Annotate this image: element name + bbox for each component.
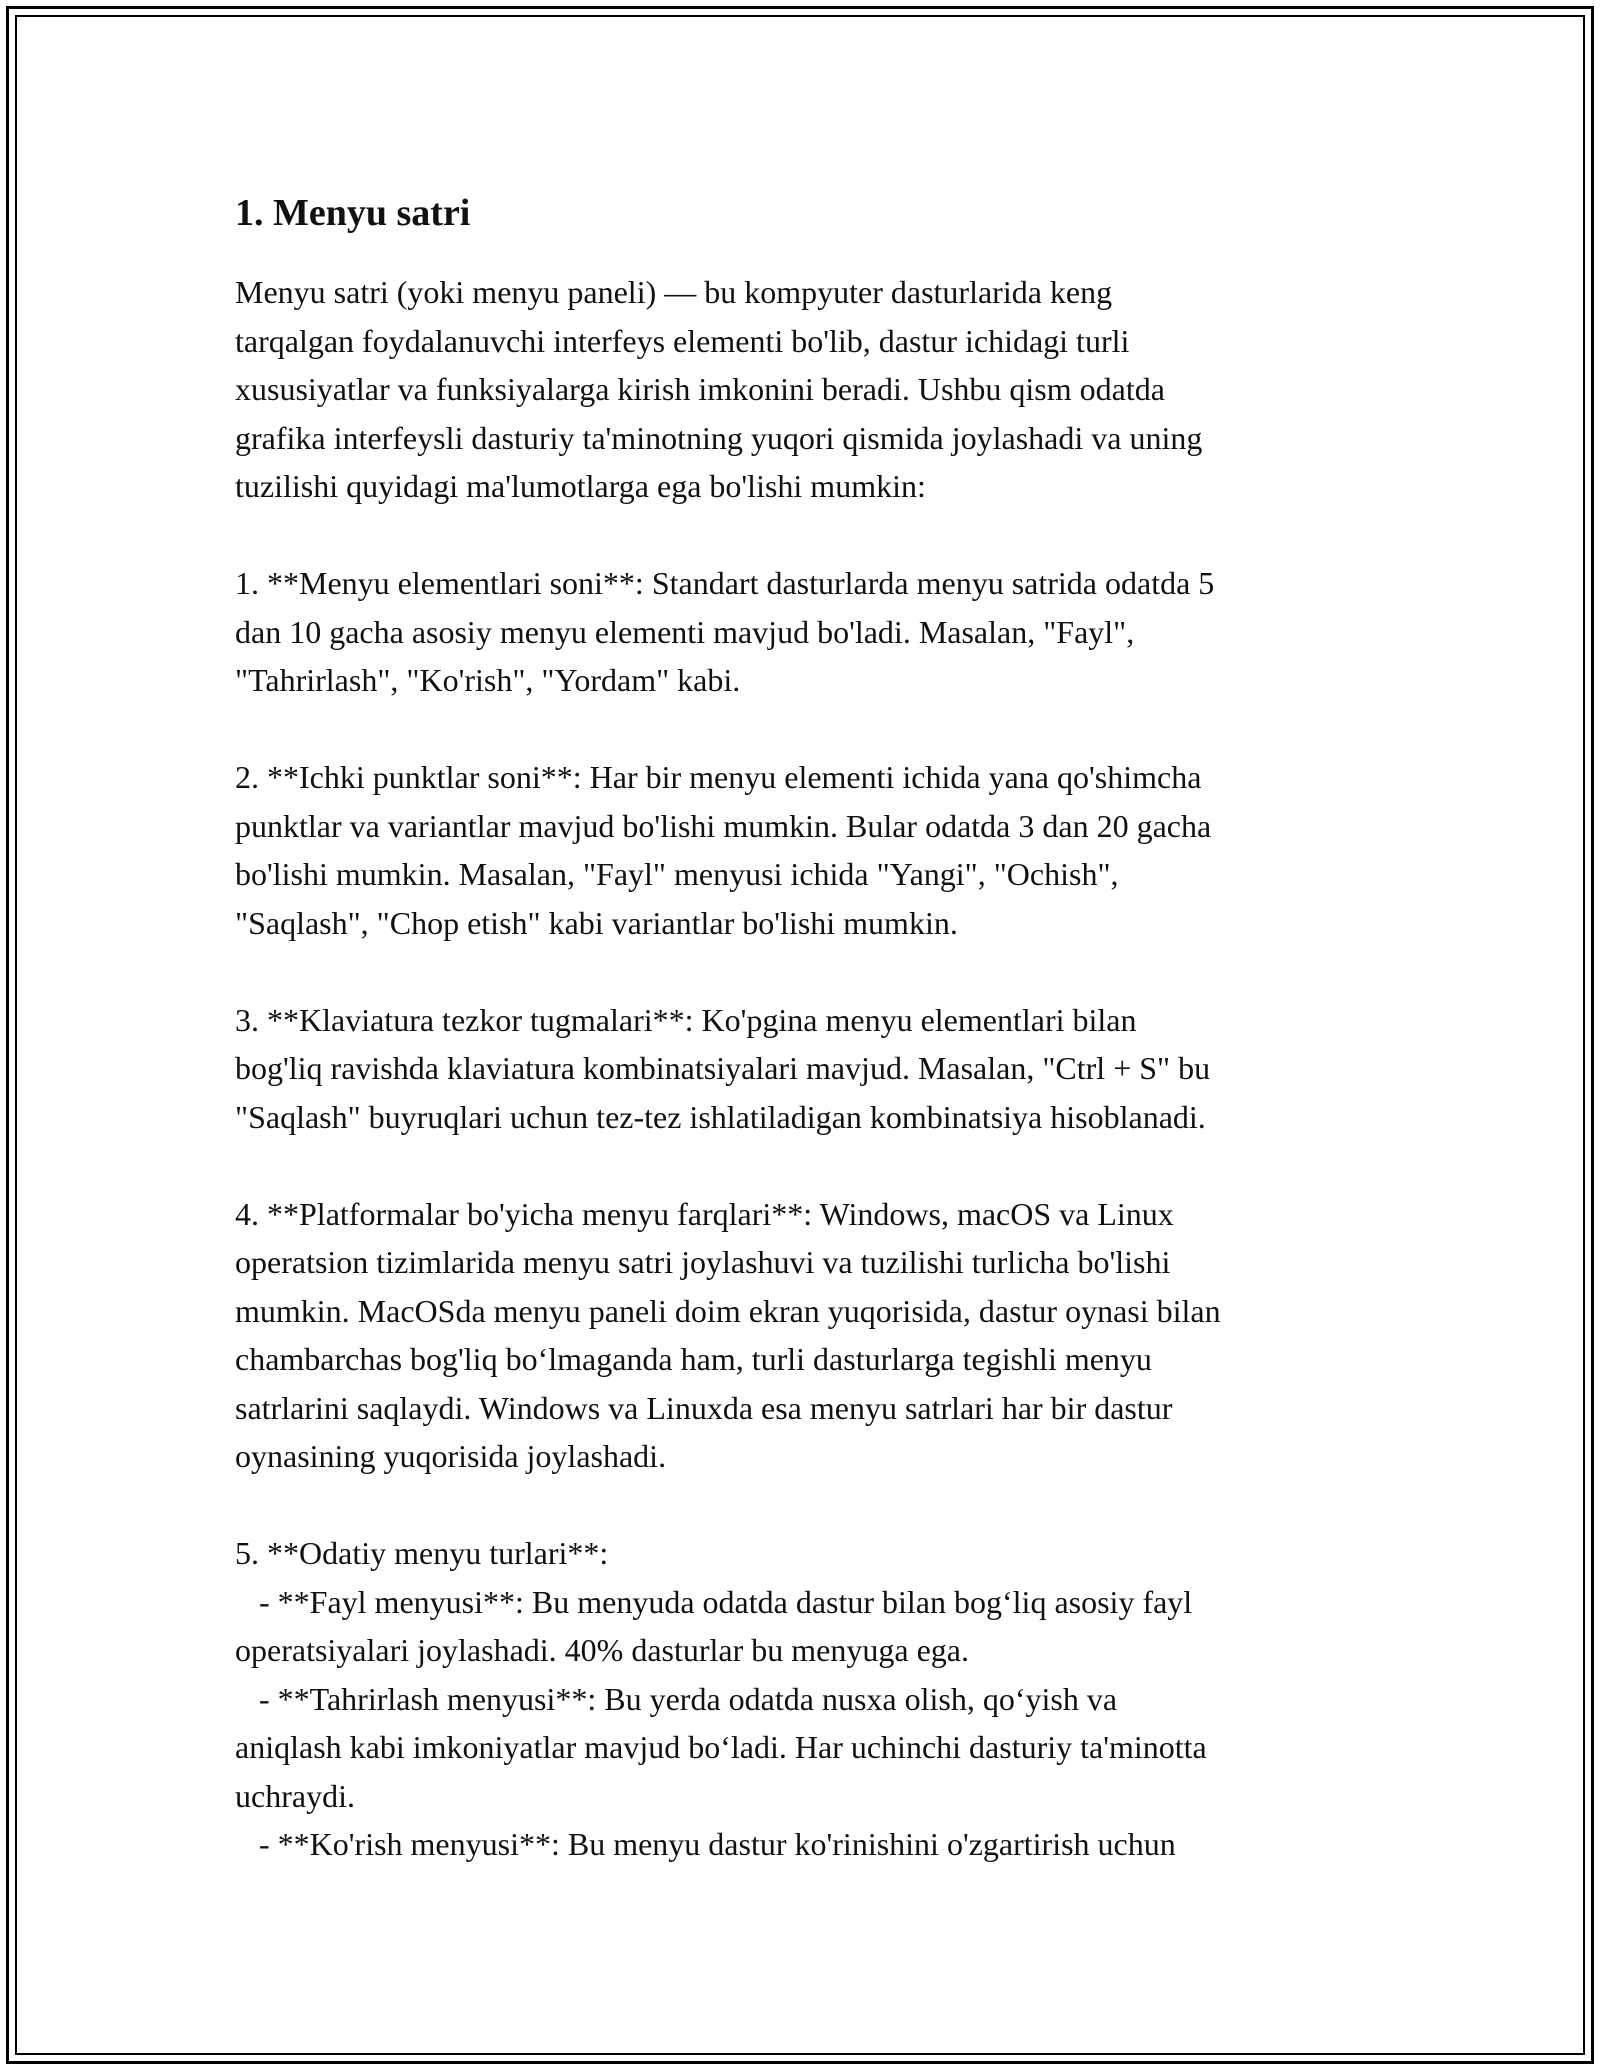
paragraph-spacer (235, 705, 1385, 754)
paragraph-spacer (235, 947, 1385, 996)
list-item-common-menu-types: 5. **Odatiy menyu turlari**: - **Fayl menyusi**: Bu menyuda odatda dastur bilan bog‘liq asosiy fayl operatsiyalari joylashadi. 40% dasturlar bu menyuga ega. - **Tahrirlash menyusi**: Bu yerda odatda nusxa olish, qo‘yish va aniqlash kabi imkoniyatlar mavjud bo‘ladi. Har uchinchi dasturiy ta'minotta uchraydi. - **Ko'rish menyusi**: Bu menyu dastur ko'rinishini o'zgartirish uchun (235, 1535, 1207, 1862)
intro-paragraph: Menyu satri (yoki menyu paneli) — bu kompyuter dasturlarida keng tarqalgan foydalanuvchi interfeys elementi bo'lib, dastur ichidagi turli xususiyatlar va funksiyalarga kirish imkonini beradi. Ushbu qism odatda grafika interfeysli dasturiy ta'minotning yuqori qismida joylashadi va uning tuzilishi quyidagi ma'lumotlarga ega bo'lishi mumkin: (235, 274, 1203, 504)
list-item-submenu-items-count: 2. **Ichki punktlar soni**: Har bir menyu elementi ichida yana qo'shimcha punktlar va variantlar mavjud bo'lishi mumkin. Bular odatda 3 dan 20 gacha bo'lishi mumkin. Masalan, "Fayl" menyusi ichida "Yangi", "Ochish", "Saqlash", "Chop etish" kabi variantlar bo'lishi mumkin. (235, 759, 1212, 941)
list-item-platform-differences: 4. **Platformalar bo'yicha menyu farqlari**: Windows, macOS va Linux operatsion tizimlarida menyu satri joylashuvi va tuzilishi turlicha bo'lishi mumkin. MacOSda menyu paneli doim ekran yuqorisida, dastur oynasi bilan chambarchas bog'liq bo‘lmaganda ham, turli dasturlarga tegishli menyu satrlarini saqlaydi. Windows va Linuxda esa menyu satrlari har bir dastur oynasining yuqorisida joylashadi. (235, 1195, 1221, 1474)
list-item-keyboard-shortcuts: 3. **Klaviatura tezkor tugmalari**: Ko'pgina menyu elementlari bilan bog'liq ravishda klaviatura kombinatsiyalari mavjud. Masalan, "Ctrl + S" bu "Saqlash" buyruqlari uchun tez-tez ishlatiladigan kombinatsiya hisoblanadi. (235, 1001, 1211, 1135)
document-body (235, 188, 1385, 1869)
paragraph-spacer (235, 1141, 1385, 1190)
section-title: 1. Menyu satri (235, 192, 471, 234)
paragraph-spacer (235, 511, 1385, 560)
list-item-menu-elements-count: 1. **Menyu elementlari soni**: Standart dasturlarda menyu satrida odatda 5 dan 10 gacha asosiy menyu elementi mavjud bo'ladi. Masalan, "Fayl", "Tahrirlash", "Ko'rish", "Yordam" kabi. (235, 565, 1215, 698)
paragraph-spacer (235, 1481, 1385, 1530)
